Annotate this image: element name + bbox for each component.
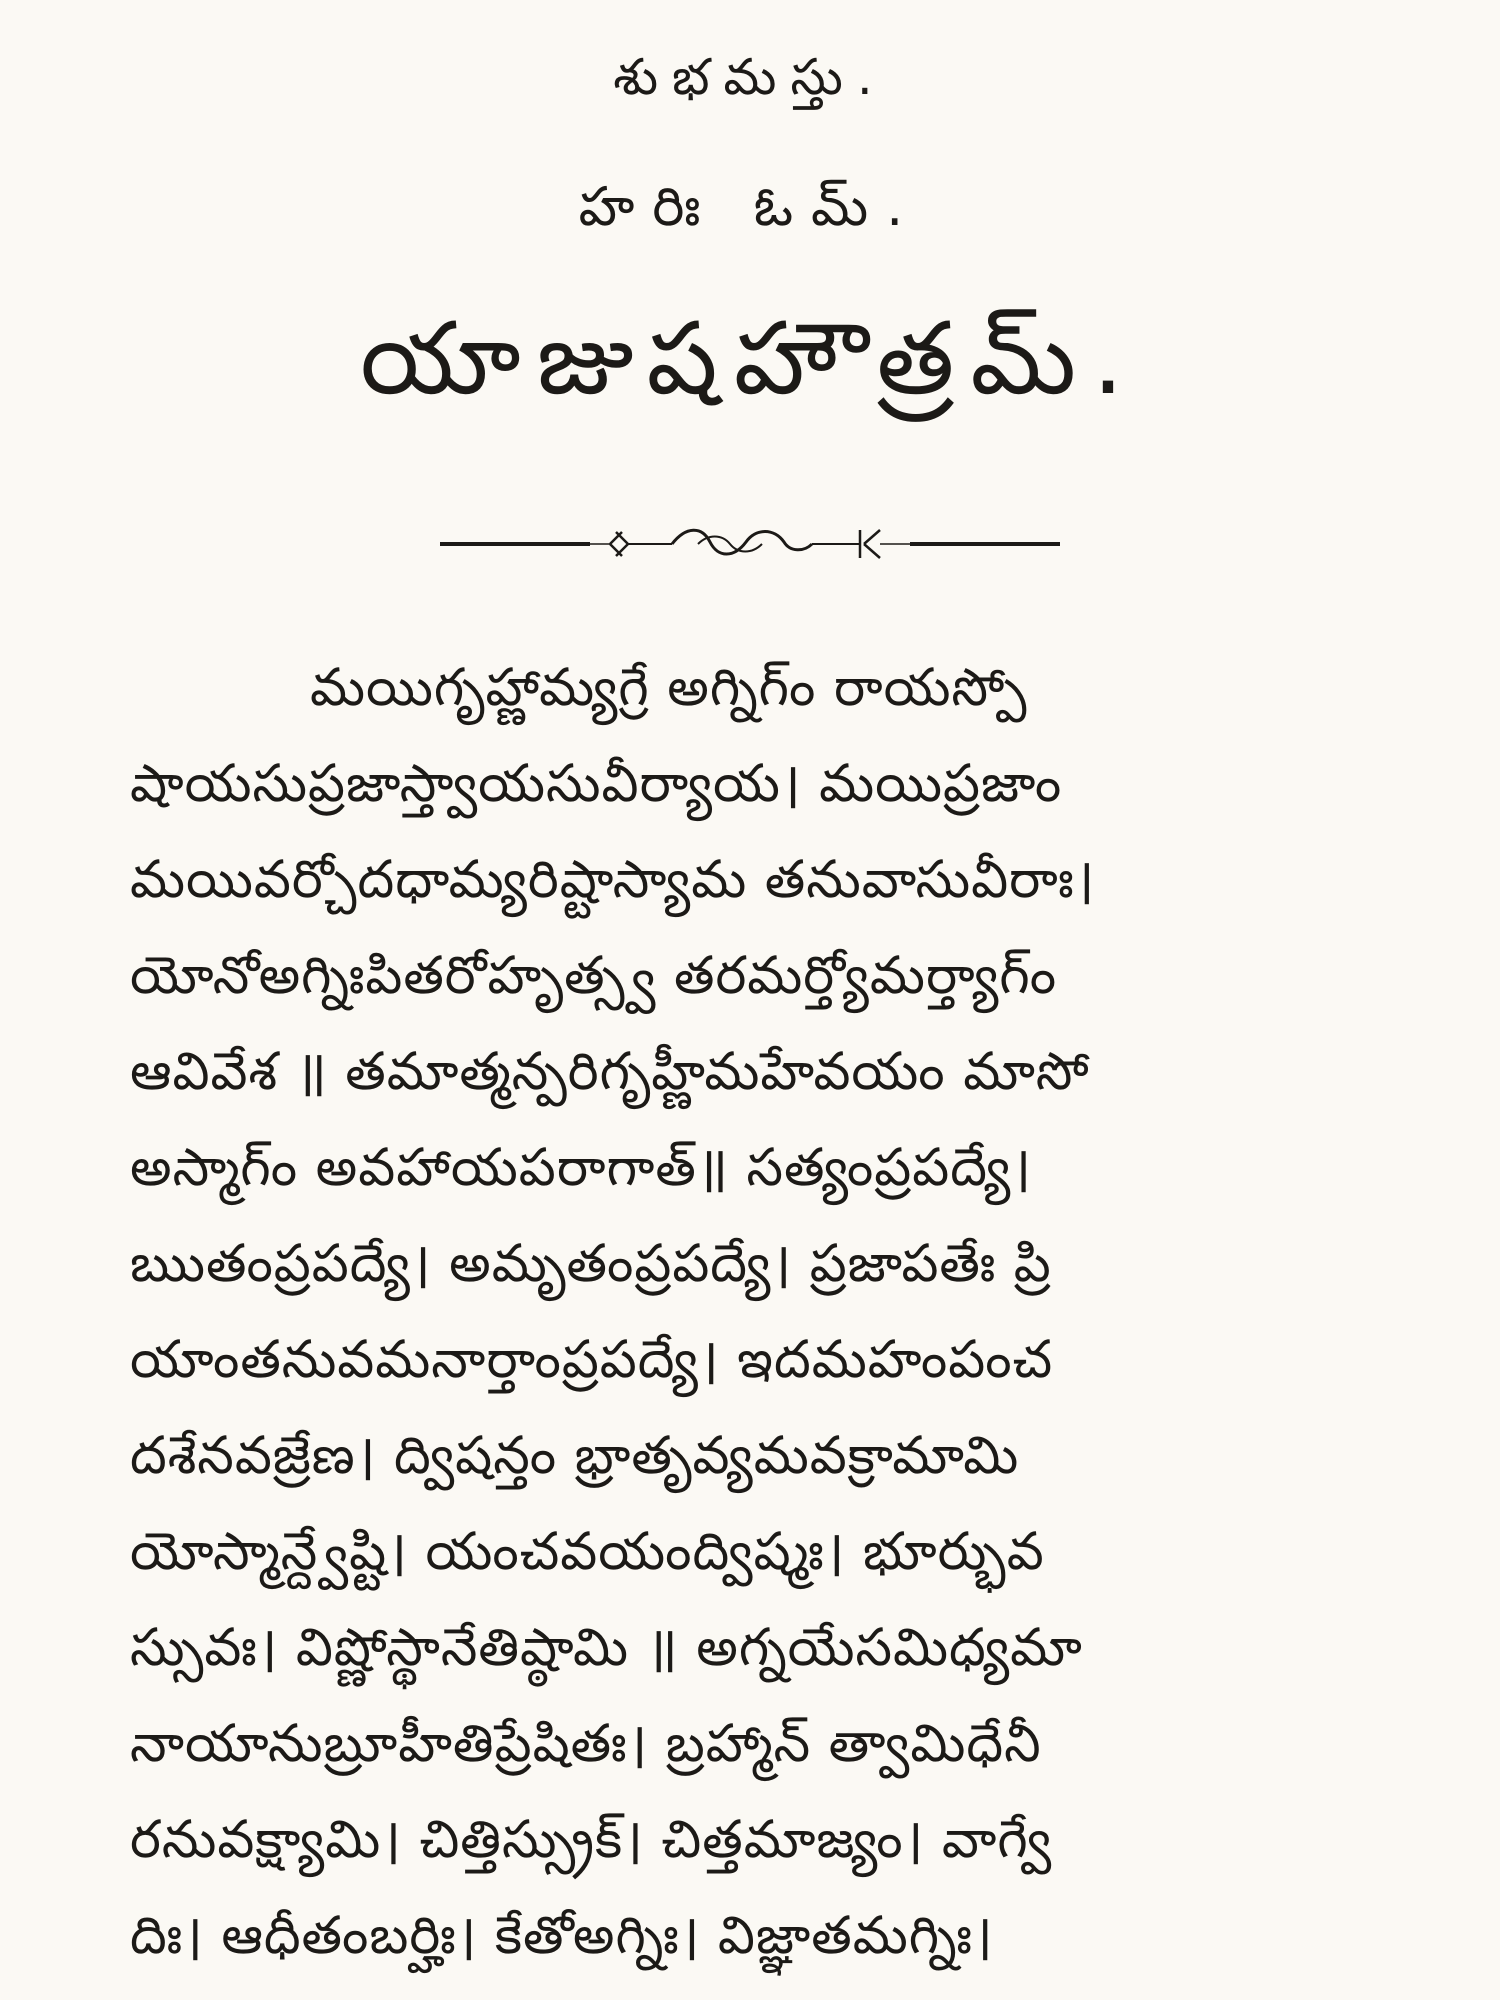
text-line: అస్మాగ్ం అవహాయపరాగాత్॥ సత్యంప్రపద్యే। <box>130 1138 1033 1198</box>
text-line: స్సువః। విష్ణోస్థానేతిష్ఠామి ॥ అగ్నయేసమిధ్యమా <box>130 1618 1083 1678</box>
document-title: యాజుషహౌత్రమ్. <box>360 300 1140 417</box>
text-line: నాయానుబ్రూహీతిప్రేషితః। బ్రహ్మాన్ త్వామిధేనీ <box>130 1714 1042 1774</box>
text-line: ఆవివేశ ॥ తమాత్మన్పరిగృహ్ణీమహేవయం మాసో <box>130 1042 1090 1102</box>
text-line: రనువక్ష్యామి। చిత్తిస్స్రుక్। చిత్తమాజ్యం। వాగ్వే <box>130 1810 1053 1870</box>
text-line: షాయసుప్రజాస్త్వాయసువీర్యాయ। మయిప్రజాం <box>130 754 1063 814</box>
text-line: యోనోఅగ్నిఃపితరోహృత్స్వ తరమర్త్యోమర్త్యాగ్ం <box>130 946 1058 1006</box>
text-line: దశేనవజ్రేణ। ద్విషన్తం భ్రాతృవ్యమవక్రామామి <box>130 1426 1020 1486</box>
invocation-hari-om: హరిః ఓమ్. <box>578 175 922 238</box>
invocation-shubhamastu: శుభమస్తు. <box>613 48 887 106</box>
text-line: ఋతంప్రపద్యే। అమృతంప్రపద్యే। ప్రజాపతేః ప్రి <box>130 1234 1052 1294</box>
text-line: మయివర్చోదధామ్యరిష్టాస్యామ తనువాసువీరాః। <box>130 850 1096 910</box>
text-line: మయిగృహ్ణామ్యగ్రే అగ్నిగ్ం రాయస్పో <box>310 658 1028 718</box>
text-line: దిః। ఆధీతంబర్హిః। కేతోఅగ్నిః। విజ్ఞాతమగ్నిః। <box>130 1906 994 1966</box>
text-line: యోస్మాన్ద్వేష్టి। యంచవయంద్విష్మః। భూర్భువ <box>130 1522 1045 1582</box>
ornamental-divider <box>440 520 1060 566</box>
text-line: యాంతనువమనార్తాంప్రపద్యే। ఇదమహంపంచ <box>130 1330 1054 1390</box>
mantra-body <box>130 640 1400 1984</box>
